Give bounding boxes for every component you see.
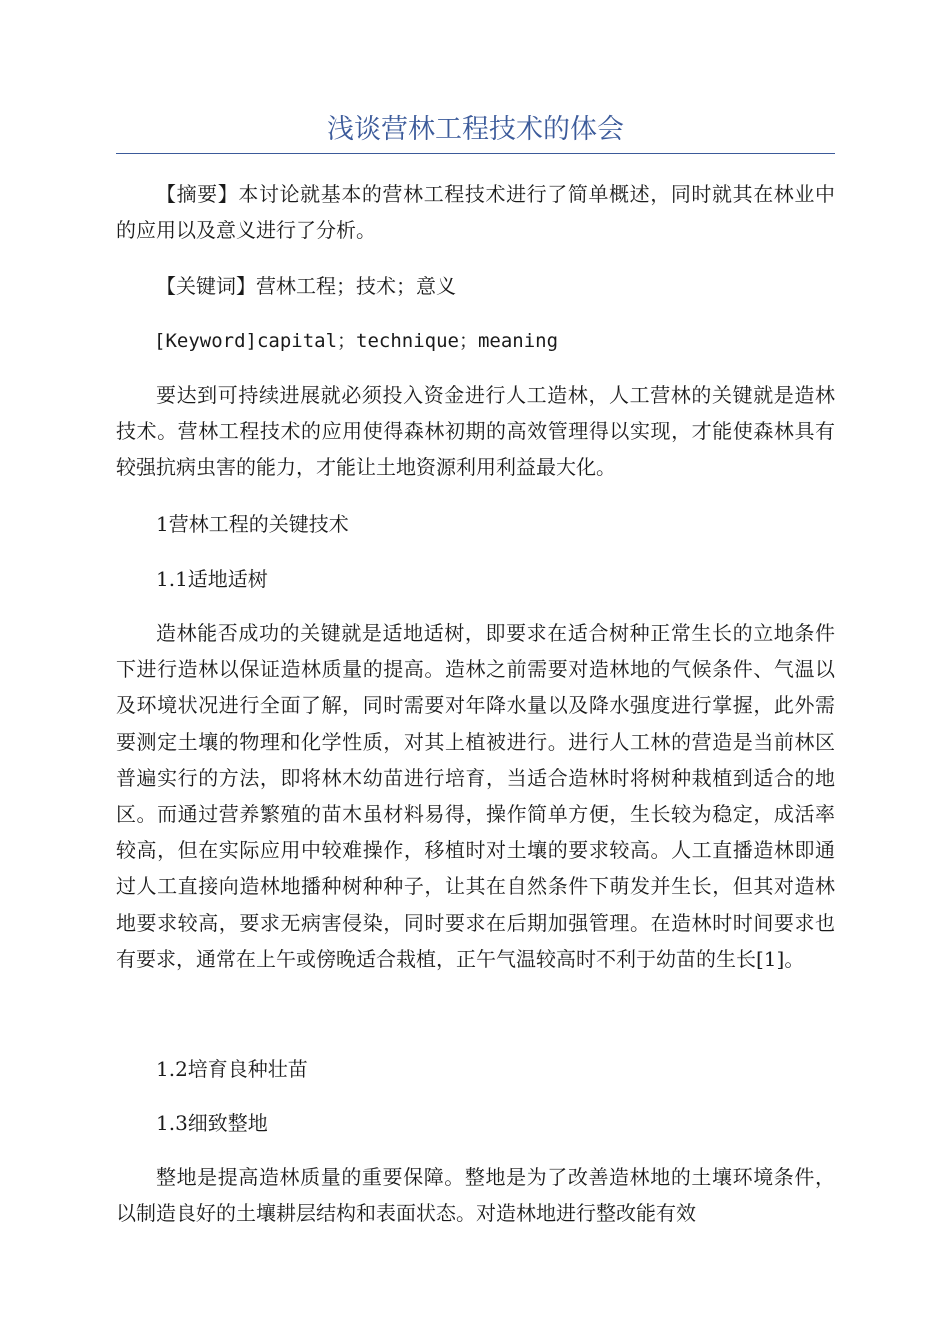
keywords-english: [Keyword]capital；technique；meaning	[154, 330, 559, 352]
section-1-3-body: 整地是提高造林质量的重要保障。整地是为了改善造林地的土壤环境条件，以制造良好的土壤耕层结构和表面状态。对造林地进行整改能有效	[116, 1165, 835, 1226]
intro-paragraph: 要达到可持续进展就必须投入资金进行人工造林，人工营林的关键就是造林技术。营林工程技术的应用使得森林初期的高效管理得以实现，才能使森林具有较强抗病虫害的能力，才能让土地资源利用利益最大化。	[116, 383, 835, 480]
section-1-heading: 1营林工程的关键技术	[156, 512, 349, 536]
section-1-1-body: 造林能否成功的关键就是适地适树，即要求在适合树种正常生长的立地条件下进行造林以保证造林质量的提高。造林之前需要对造林地的气候条件、气温以及环境状况进行全面了解，同时需要对年降水量以及降水强度进行掌握，此外需要测定土壤的物理和化学性质，对其上植被进行。进行人工林的营造是当前林区普遍实行的方法，即将林木幼苗进行培育，当适合造林时将树种栽植到适合的地区。而通过营养繁殖的苗木虽材料易得，操作简单方便，生长较为稳定，成活率较高，但在实际应用中较难操作，移植时对土壤的要求较高。人工直播造林即通过人工直接向造林地播种树种种子，让其在自然条件下萌发并生长，但其对造林地要求较高，要求无病害侵染，同时要求在后期加强管理。在造林时时间要求也有要求，通常在上午或傍晚适合栽植，正午气温较高时不利于幼苗的生长[1]。	[116, 621, 835, 971]
abstract-paragraph: 【摘要】本讨论就基本的营林工程技术进行了简单概述，同时就其在林业中的应用以及意义进行了分析。	[116, 182, 835, 243]
document-title: 浅谈营林工程技术的体会	[327, 114, 624, 145]
section-1-1-heading: 1.1适地适树	[156, 567, 268, 591]
title-underline	[116, 153, 835, 154]
keywords-chinese: 【关键词】营林工程；技术；意义	[156, 274, 456, 298]
section-1-2-heading: 1.2培育良种壮苗	[156, 1057, 308, 1081]
section-1-3-heading: 1.3细致整地	[156, 1111, 268, 1135]
